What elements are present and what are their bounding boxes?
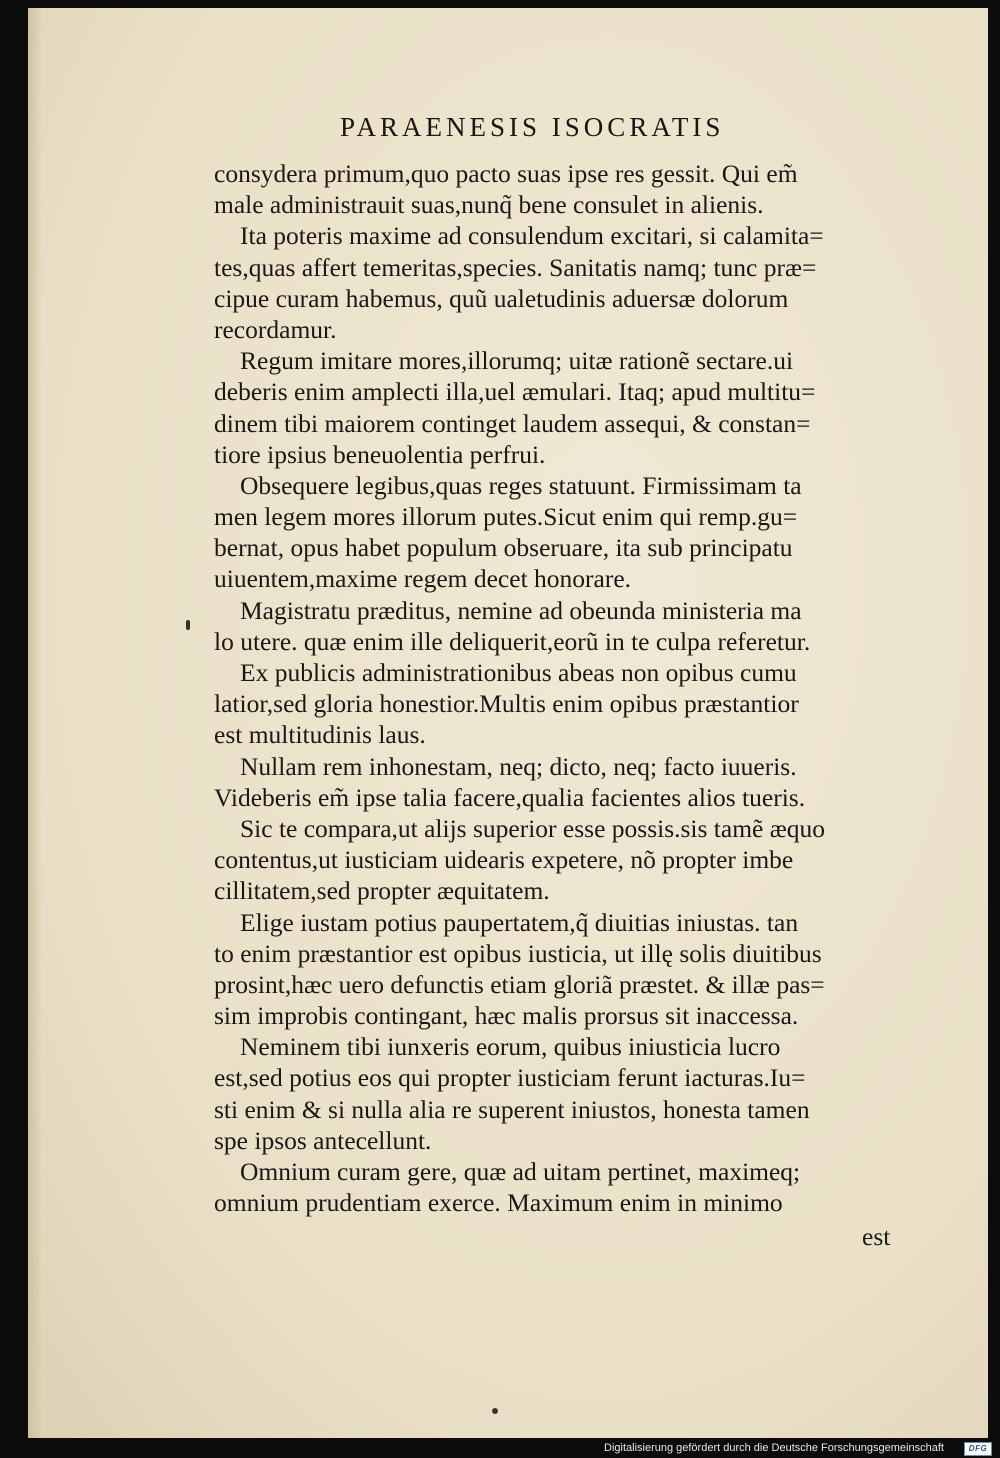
dfg-logo: DFG — [964, 1442, 992, 1456]
text-line: tiore ipsius beneuolentia perfrui. — [214, 439, 546, 469]
text-line: Sic te compara,ut alijs superior esse possis.sis tamẽ æquo — [240, 813, 825, 843]
text-line: latior,sed gloria honestior.Multis enim opibus præstantior — [214, 689, 799, 719]
text-line: Regum imitare mores,illorumq; uitæ rationẽ sectare.ui — [240, 346, 794, 376]
text-line: Videberis em̃ ipse talia facere,qualia facientes alios tueris. — [214, 782, 806, 812]
text-line: consydera primum,quo pacto suas ipse res gessit. Qui em̃ — [214, 159, 798, 188]
digitization-credit: Digitalisierung gefördert durch die Deutsche Forschungsgemeinschaft — [604, 1442, 944, 1454]
text-line: tes,quas affert temeritas,species. Sanitatis namq; tunc præ= — [214, 252, 817, 282]
text-line: est multitudinis laus. — [214, 720, 426, 750]
text-line: spe ipsos antecellunt. — [214, 1125, 432, 1155]
catchword: est — [862, 1222, 891, 1251]
text-line: sim improbis contingant, hæc malis prorsus sit inaccessa. — [214, 1001, 799, 1031]
text-line: men legem mores illorum putes.Sicut enim qui remp.gu= — [214, 502, 798, 532]
text-line: Neminem tibi iunxeris eorum, quibus iniusticia lucro — [240, 1032, 781, 1062]
text-line: dinem tibi maiorem continget laudem assequi, & constan= — [214, 408, 811, 438]
text-line: bernat, opus habet populum obseruare, ita sub principatu — [214, 533, 793, 563]
text-line: male administrauit suas,nunq̃ bene consulet in alienis. — [214, 190, 764, 220]
text-line: est,sed potius eos qui propter iusticiam ferunt iacturas.Iu= — [214, 1063, 806, 1093]
text-line: cillitatem,sed propter æquitatem. — [214, 876, 550, 906]
text-line: contentus,ut iusticiam uidearis expetere, nõ propter imbe — [214, 845, 794, 875]
text-line: Nullam rem inhonestam, neq; dicto, neq; facto iuueris. — [240, 751, 797, 781]
body-text — [214, 158, 914, 1218]
text-line: deberis enim amplecti illa,uel æmulari. Itaq; apud multitu= — [214, 377, 816, 407]
text-line: sti enim & si nulla alia re superent iniustos, honesta tamen — [214, 1094, 810, 1124]
running-head: PARAENESIS ISOCRATIS — [340, 112, 725, 142]
text-line: lo utere. quæ enim ille deliquerit,eorũ in te culpa referetur. — [214, 626, 811, 656]
text-line: to enim præstantior est opibus iusticia, ut illę solis diuitibus — [214, 938, 822, 968]
ink-speck — [492, 1408, 498, 1414]
text-line: prosint,hæc uero defunctis etiam gloriã præstet. & illæ pas= — [214, 969, 825, 999]
text-line: Omnium curam gere, quæ ad uitam pertinet, maximeq; — [240, 1157, 801, 1186]
text-line: Magistratu præditus, nemine ad obeunda ministeria ma — [240, 595, 802, 625]
ink-speck — [186, 620, 190, 630]
text-line: omnium prudentiam exerce. Maximum enim in minimo — [214, 1188, 783, 1218]
text-line: Ita poteris maxime ad consulendum excitari, si calamita= — [240, 221, 824, 251]
text-line: cipue curam habemus, quũ ualetudinis aduersæ dolorum — [214, 283, 789, 313]
text-line: Ex publicis administrationibus abeas non opibus cumu — [240, 658, 797, 687]
text-line: recordamur. — [214, 314, 337, 344]
text-line: Obsequere legibus,quas reges statuunt. Firmissimam ta — [240, 470, 802, 500]
text-line: uiuentem,maxime regem decet honorare. — [214, 564, 632, 594]
text-line: Elige iustam potius paupertatem,q̃ diuitias iniustas. tan — [240, 907, 799, 937]
page-gutter-shadow — [28, 8, 42, 1438]
